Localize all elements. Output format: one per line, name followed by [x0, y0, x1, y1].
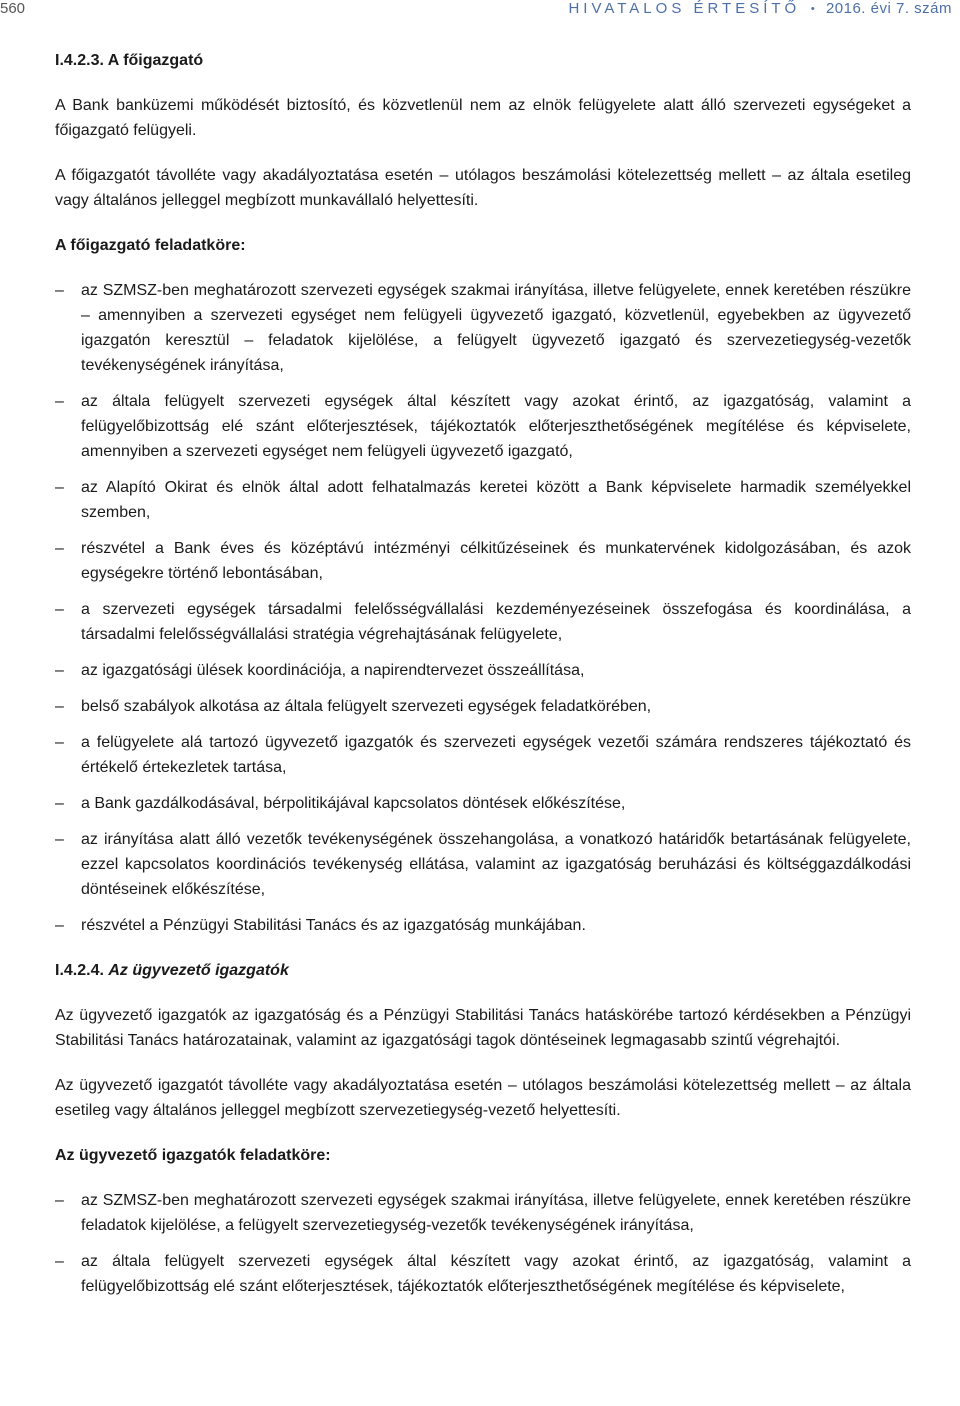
list-item	[55, 389, 911, 464]
dash-bullet: –	[55, 831, 64, 848]
dash-bullet: –	[55, 601, 64, 618]
list-item-text: az általa felügyelt szervezeti egységek által készített vagy azokat érintő, az igazgatóság, valamint a felügyelőbizottság elé szánt előterjesztések, tájékoztatók előterjeszthetőségének megítélése és képviselete,	[81, 1253, 911, 1295]
list-item	[55, 475, 911, 525]
list-item-text: az irányítása alatt álló vezetők tevékenységének összehangolása, a vonatkozó határidők betartásának felügyelete, ezzel kapcsolatos koordinációs tevékenység ellátása, valamint az igazgatóság beruházási és költséggazdálkodási döntéseinek előkészítése,	[81, 831, 911, 898]
dash-bullet: –	[55, 393, 64, 410]
list-item-text: az SZMSZ-ben meghatározott szervezeti egységek szakmai irányítása, illetve felügyelete, ennek keretében részükre – amennyiben a szervezeti egységet nem felügyeli ügyvezető igazgató, közvetlenül, egyebekben az ügyvezető igazgatón keresztül – feladatok kijelölése, a felügyelt ügyvezető igazgató és szervezetiegység-vezetők tevékenységének irányítása,	[81, 282, 911, 374]
list-item	[55, 597, 911, 647]
list-item-text: a felügyelete alá tartozó ügyvezető igazgatók és szervezeti egységek vezetői számára rendszeres tájékoztató és értékelő értekezletek tartása,	[81, 734, 911, 776]
dash-bullet: –	[55, 698, 64, 715]
issue-label: 2016. évi 7. szám	[825, 0, 952, 17]
dash-bullet: –	[55, 795, 64, 812]
list-item-text: a szervezeti egységek társadalmi felelősségvállalási kezdeményezéseinek összefogása és koordinálása, a társadalmi felelősségvállalási stratégia végrehajtásának felügyelete,	[81, 601, 911, 643]
list-item	[55, 1188, 911, 1238]
section-title: Az ügyvezető igazgatók	[108, 962, 289, 979]
duties-list	[55, 278, 911, 938]
section-number: I.4.2.4.	[55, 962, 104, 979]
publication-title: HIVATALOS ÉRTESÍTŐ	[568, 0, 801, 17]
section-heading-fogazgato	[55, 48, 911, 73]
paragraph: A Bank banküzemi működését biztosító, és közvetlenül nem az elnök felügyelete alatt álló szervezeti egységeket a főigazgató felügyeli.	[55, 97, 911, 139]
list-item-text: az általa felügyelt szervezeti egységek által készített vagy azokat érintő, az igazgatóság, valamint a felügyelőbizottság elé szánt előterjesztések, tájékoztatók előterjeszthetőségének megítélése és képviselete, amennyiben a szervezeti egységet nem felügyeli ügyvezető igazgató,	[81, 393, 911, 460]
section-title: A főigazgató	[107, 52, 204, 69]
duties-label: Az ügyvezető igazgatók feladatköre:	[55, 1147, 331, 1164]
list-item	[55, 1249, 911, 1299]
list-item-text: az SZMSZ-ben meghatározott szervezeti egységek szakmai irányítása, illetve felügyelete, ennek keretében részükre feladatok kijelölése, a felügyelt szervezetiegység-vezetők tevékenységének irányítása,	[81, 1192, 911, 1234]
page-header	[0, 0, 960, 22]
list-item-text: az igazgatósági ülések koordinációja, a napirendtervezet összeállítása,	[81, 662, 585, 679]
list-item	[55, 791, 911, 816]
paragraph: Az ügyvezető igazgatók az igazgatóság és a Pénzügyi Stabilitási Tanács hatáskörébe tartozó kérdésekben a Pénzügyi Stabilitási Tanács határozatainak, valamint az igazgatósági tagok döntéseinek legmagasabb szintű végrehajtói.	[55, 1007, 911, 1049]
list-item	[55, 730, 911, 780]
dash-bullet: –	[55, 734, 64, 751]
dash-bullet: –	[55, 479, 64, 496]
section-heading-ugyvezeto	[55, 958, 911, 983]
list-item-text: belső szabályok alkotása az általa felügyelt szervezeti egységek feladatkörében,	[81, 698, 652, 715]
running-header	[568, 0, 952, 17]
paragraph: Az ügyvezető igazgatót távolléte vagy akadályoztatása esetén – utólagos beszámolási kötelezettség mellett – az általa esetileg vagy általános jelleggel megbízott szervezetiegység-vezető helyettesíti.	[55, 1077, 911, 1119]
page-number: 560	[0, 0, 26, 17]
document-body	[55, 48, 911, 1310]
dash-bullet: –	[55, 1192, 64, 1209]
duties-label: A főigazgató feladatköre:	[55, 237, 246, 254]
list-item-text: a Bank gazdálkodásával, bérpolitikájával kapcsolatos döntések előkészítése,	[81, 795, 626, 812]
header-separator: •	[810, 3, 816, 15]
list-item	[55, 536, 911, 586]
list-item-text: részvétel a Pénzügyi Stabilitási Tanács és az igazgatóság munkájában.	[81, 917, 586, 934]
paragraph: A főigazgatót távolléte vagy akadályoztatása esetén – utólagos beszámolási kötelezettség mellett – az általa esetileg vagy általános jelleggel megbízott munkavállaló helyettesíti.	[55, 167, 911, 209]
list-item	[55, 278, 911, 378]
dash-bullet: –	[55, 1253, 64, 1270]
dash-bullet: –	[55, 917, 64, 934]
dash-bullet: –	[55, 540, 64, 557]
list-item-text: részvétel a Bank éves és középtávú intézményi célkitűzéseinek és munkatervének kidolgozásában, és azok egységekre történő lebontásában,	[81, 540, 911, 582]
dash-bullet: –	[55, 662, 64, 679]
list-item-text: az Alapító Okirat és elnök által adott felhatalmazás keretei között a Bank képviselete harmadik személyekkel szemben,	[81, 479, 911, 521]
duties-list	[55, 1188, 911, 1299]
list-item	[55, 658, 911, 683]
list-item	[55, 827, 911, 902]
list-item	[55, 694, 911, 719]
dash-bullet: –	[55, 282, 64, 299]
section-number: I.4.2.3.	[55, 52, 104, 69]
list-item	[55, 913, 911, 938]
